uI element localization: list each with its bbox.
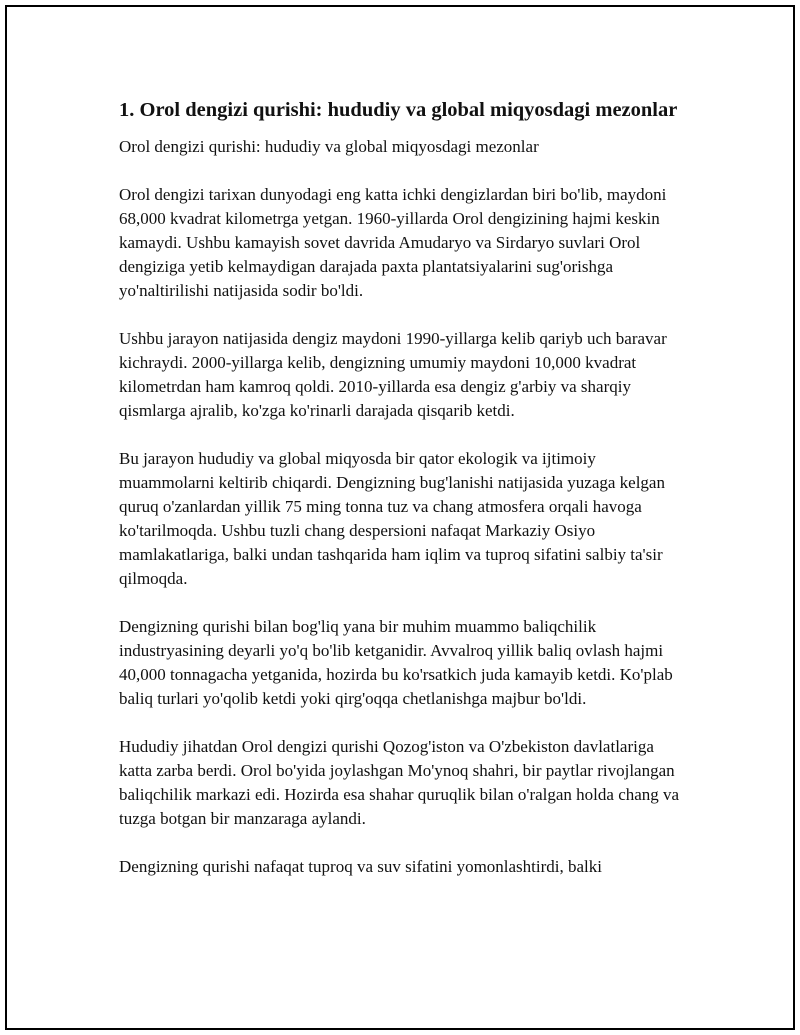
document-body [119,97,691,903]
paragraph-5: Hududiy jihatdan Orol dengizi qurishi Qozog'iston va O'zbekiston davlatlariga katta zarba berdi. Orol bo'yida joylashgan Mo'ynoq shahri, bir paytlar rivojlangan baliqchilik markazi edi. Hozirda esa shahar quruqlik bilan o'ralgan holda chang va tuzga botgan bir manzaraga aylandi. [119,737,680,828]
document-page [5,5,795,1030]
section-heading: 1. Orol dengizi qurishi: hududiy va global miqyosdagi mezonlar [119,99,678,121]
paragraph-1: Orol dengizi tarixan dunyodagi eng katta ichki dengizlardan biri bo'lib, maydoni 68,000 kvadrat kilometrga yetgan. 1960-yillarda Orol dengizining hajmi keskin kamaydi. Ushbu kamayish sovet davrida Amudaryo va Sirdaryo suvlari Orol dengiziga yetib kelmaydigan darajada paxta plantatsiyalarini sug'orishga yo'naltirilishi natijasida sodir bo'ldi. [119,185,667,300]
paragraph-4: Dengizning qurishi bilan bog'liq yana bir muhim muammo baliqchilik industryasining deyarli yo'q bo'lib ketganidir. Avvalroq yillik baliq ovlash hajmi 40,000 tonnagacha yetganida, hozirda bu ko'rsatkich juda kamayib ketdi. Ko'plab baliq turlari yo'qolib ketdi yoki qirg'oqqa chetlanishga majbur bo'ldi. [119,617,673,708]
paragraph-6: Dengizning qurishi nafaqat tuproq va suv sifatini yomonlashtirdi, balki [119,857,602,876]
paragraph-2: Ushbu jarayon natijasida dengiz maydoni 1990-yillarga kelib qariyb uch baravar kichraydi. 2000-yillarga kelib, dengizning umumiy maydoni 10,000 kvadrat kilometrdan ham kamroq qoldi. 2010-yillarda esa dengiz g'arbiy va sharqiy qismlarga ajralib, ko'zga ko'rinarli darajada qisqarib ketdi. [119,329,667,420]
section-subtitle: Orol dengizi qurishi: hududiy va global miqyosdagi mezonlar [119,137,539,156]
paragraph-3: Bu jarayon hududiy va global miqyosda bir qator ekologik va ijtimoiy muammolarni keltirib chiqardi. Dengizning bug'lanishi natijasida yuzaga kelgan quruq o'zanlardan yillik 75 ming tonna tuz va chang atmosfera orqali havoga ko'tarilmoqda. Ushbu tuzli chang despersioni nafaqat Markaziy Osiyo mamlakatlariga, balki undan tashqarida ham iqlim va tuproq sifatini salbiy ta'sir qilmoqda. [119,449,665,588]
